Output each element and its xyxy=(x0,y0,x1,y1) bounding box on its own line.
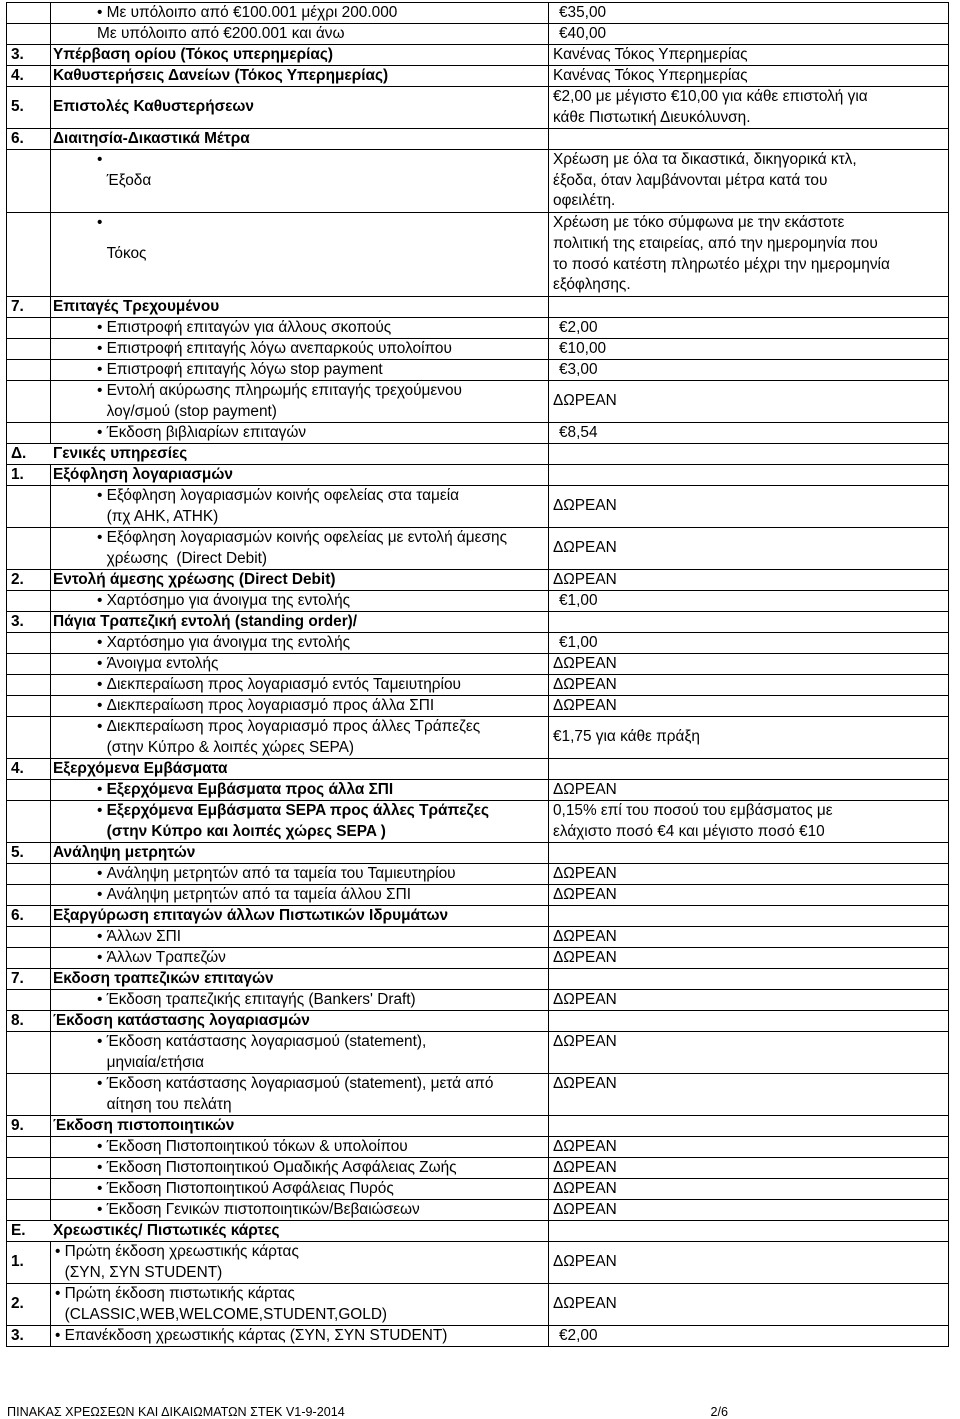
table-row xyxy=(6,1073,949,1115)
row-label: Έξοδα xyxy=(106,171,152,189)
bullet-icon: • xyxy=(97,340,107,357)
row-number: 1. xyxy=(7,465,51,485)
row-number xyxy=(7,927,51,947)
row-value xyxy=(549,129,949,149)
row-label-cell xyxy=(51,633,549,653)
row-value: €10,00 xyxy=(549,339,949,359)
table-row xyxy=(6,359,949,380)
table-row xyxy=(6,1325,949,1347)
row-label: Εξόφληση λογαριασμών xyxy=(53,465,233,483)
row-value: €1,75 για κάθε πράξη xyxy=(549,717,949,758)
row-label: Χαρτόσημο για άνοιγμα της εντολής xyxy=(106,633,351,651)
table-row xyxy=(6,800,949,842)
row-label-cell xyxy=(51,696,549,716)
row-label-cell xyxy=(51,528,549,569)
row-label: Καθυστερήσεις Δανείων (Τόκος Υπερημερίας) xyxy=(53,66,389,84)
row-label-cell xyxy=(51,1032,549,1073)
row-label-cell xyxy=(51,297,549,317)
row-label: Έκδοση Γενικών πιστοποιητικών/Βεβαιώσεων xyxy=(106,1200,420,1218)
row-number xyxy=(7,213,51,296)
row-label: Έκδοση Πιστοποιητικού Ασφάλειας Πυρός xyxy=(106,1179,394,1197)
bullet-icon: • xyxy=(97,1075,107,1092)
row-label: Εξόφληση λογαριασμών κοινής οφελείας στα ταμεία (πχ ΑΗΚ, ΑΤΗΚ) xyxy=(106,486,460,525)
row-label-cell xyxy=(51,1011,549,1031)
table-row xyxy=(6,947,949,968)
row-value: ΔΩΡΕΑΝ xyxy=(549,780,949,800)
row-number xyxy=(7,696,51,716)
table-row xyxy=(6,1115,949,1136)
table-row xyxy=(6,422,949,443)
row-value: ΔΩΡΕΑΝ xyxy=(549,990,949,1010)
row-label-cell xyxy=(51,843,549,863)
page-footer xyxy=(7,1405,950,1419)
table-row xyxy=(6,1010,949,1031)
row-label: Επιστροφή επιταγής λόγω stop payment xyxy=(106,360,383,378)
row-value: €3,00 xyxy=(549,360,949,380)
row-label-cell xyxy=(51,570,549,590)
row-label-cell xyxy=(51,360,549,380)
row-label: Πρώτη έκδοση χρεωστικής κάρτας (ΣΥΝ, ΣΥΝ STUDENT) xyxy=(64,1242,299,1281)
row-number: 3. xyxy=(7,612,51,632)
row-label: Έκδοση πιστοποιητικών xyxy=(53,1116,235,1134)
bullet-icon: • xyxy=(97,529,107,546)
row-value: €8,54 xyxy=(549,423,949,443)
row-value xyxy=(549,906,949,926)
table-row xyxy=(6,590,949,611)
row-value: ΔΩΡΕΑΝ xyxy=(549,1284,949,1325)
row-value: €2,00 xyxy=(549,1326,949,1346)
table-row xyxy=(6,296,949,317)
row-label: Εντολή άμεσης χρέωσης (Direct Debit) xyxy=(53,570,336,588)
bullet-icon: • xyxy=(55,1285,65,1302)
table-row xyxy=(6,44,949,65)
row-label-cell xyxy=(51,612,549,632)
row-label-cell xyxy=(51,759,549,779)
bullet-icon: • xyxy=(97,718,107,735)
row-label: Ανάληψη μετρητών από τα ταμεία του Ταμιευτηρίου xyxy=(106,864,456,882)
bullet-icon: • xyxy=(55,1243,65,1260)
row-label-cell xyxy=(51,969,549,989)
row-label: Έκδοση βιβλιαρίων επιταγών xyxy=(106,423,307,441)
row-value: ΔΩΡΕΑΝ xyxy=(549,1032,949,1073)
page-number: 2/6 xyxy=(710,1405,728,1419)
row-number xyxy=(7,1032,51,1073)
row-number: 5. xyxy=(7,843,51,863)
row-value: ΔΩΡΕΑΝ xyxy=(549,1179,949,1199)
row-value: ΔΩΡΕΑΝ xyxy=(549,1074,949,1115)
row-number xyxy=(7,1137,51,1157)
bullet-icon: • xyxy=(97,1033,107,1050)
row-value: ΔΩΡΕΑΝ xyxy=(549,381,949,422)
row-label-cell xyxy=(51,864,549,884)
row-label-cell xyxy=(51,906,549,926)
table-row xyxy=(6,1220,949,1241)
table-row xyxy=(6,23,949,44)
row-label-cell xyxy=(51,1326,549,1346)
row-label-cell xyxy=(51,66,549,86)
row-label-cell xyxy=(51,1221,549,1241)
row-value: ΔΩΡΕΑΝ xyxy=(549,486,949,527)
row-label: Γενικές υπηρεσίες xyxy=(53,444,188,462)
row-label-cell xyxy=(51,318,549,338)
row-label: Επανέκδοση χρεωστικής κάρτας (ΣΥΝ, ΣΥΝ STUDENT) xyxy=(64,1326,448,1344)
row-label: Πάγια Τραπεζική εντολή (standing order)/ xyxy=(53,612,358,630)
row-value xyxy=(549,1221,949,1241)
fees-table xyxy=(6,2,949,1347)
row-number xyxy=(7,318,51,338)
row-value: ΔΩΡΕΑΝ xyxy=(549,528,949,569)
row-label: Εξερχόμενα Εμβάσματα SEPA προς άλλες Τράπεζες (στην Κύπρο και λοιπές χώρες SEPA ) xyxy=(106,801,489,840)
row-number xyxy=(7,3,51,23)
row-label-cell xyxy=(51,1137,549,1157)
row-number xyxy=(7,1179,51,1199)
row-label-cell xyxy=(51,339,549,359)
row-label-cell xyxy=(51,486,549,527)
row-value xyxy=(549,465,949,485)
row-value: ΔΩΡΕΑΝ xyxy=(549,1158,949,1178)
table-row xyxy=(6,1178,949,1199)
row-label-cell xyxy=(51,1242,549,1283)
bullet-icon: • xyxy=(97,4,107,21)
row-number xyxy=(7,675,51,695)
bullet-icon: • xyxy=(97,928,107,945)
row-number: 7. xyxy=(7,969,51,989)
table-row xyxy=(6,527,949,569)
row-number: Δ. xyxy=(11,444,27,462)
row-value: ΔΩΡΕΑΝ xyxy=(549,864,949,884)
row-number: 8. xyxy=(7,1011,51,1031)
row-label: Έκδοση Πιστοποιητικού τόκων & υπολοίπου xyxy=(106,1137,408,1155)
row-label: Άνοιγμα εντολής xyxy=(106,654,219,672)
row-label: Εξερχόμενα Εμβάσματα προς άλλα ΣΠΙ xyxy=(106,780,394,798)
row-label-cell xyxy=(51,717,549,758)
row-number xyxy=(7,864,51,884)
bullet-icon: • xyxy=(97,865,107,882)
row-number xyxy=(7,801,51,842)
row-number xyxy=(7,1158,51,1178)
row-value xyxy=(549,759,949,779)
row-value: ΔΩΡΕΑΝ xyxy=(549,927,949,947)
row-number: 6. xyxy=(7,906,51,926)
row-value xyxy=(549,969,949,989)
bullet-icon: • xyxy=(97,487,107,504)
table-row xyxy=(6,2,949,23)
row-value xyxy=(549,297,949,317)
bullet-icon: • xyxy=(97,634,107,651)
table-row xyxy=(6,884,949,905)
row-label: Έκδοση κατάστασης λογαριασμών xyxy=(53,1011,310,1029)
row-number xyxy=(7,780,51,800)
row-label-cell xyxy=(51,213,549,296)
row-number xyxy=(7,633,51,653)
row-number xyxy=(7,990,51,1010)
table-row xyxy=(6,779,949,800)
table-row xyxy=(6,863,949,884)
row-value: €2,00 με μέγιστο €10,00 για κάθε επιστολή για κάθε Πιστωτική Διευκόλυνση. xyxy=(549,87,949,128)
row-value: €1,00 xyxy=(549,591,949,611)
bullet-icon: • xyxy=(97,151,107,168)
table-row xyxy=(6,317,949,338)
row-label-cell xyxy=(51,150,549,212)
row-label: Επιστροφή επιταγής λόγω ανεπαρκούς υπολοίπου xyxy=(106,339,452,357)
row-label: Επιστολές Καθυστερήσεων xyxy=(53,98,254,116)
bullet-icon: • xyxy=(55,1327,65,1344)
table-row xyxy=(6,212,949,296)
row-label: Πρώτη έκδοση πιστωτικής κάρτας (CLASSIC,WEB,WELCOME,STUDENT,GOLD) xyxy=(64,1284,388,1323)
bullet-icon: • xyxy=(97,424,107,441)
row-label: Χρεωστικές/ Πιστωτικές κάρτες xyxy=(53,1221,280,1239)
row-label-cell xyxy=(51,801,549,842)
row-label-cell xyxy=(51,1200,549,1220)
row-value: ΔΩΡΕΑΝ xyxy=(549,675,949,695)
row-number xyxy=(7,528,51,569)
row-label-cell xyxy=(51,1179,549,1199)
bullet-icon: • xyxy=(97,361,107,378)
row-value: ΔΩΡΕΑΝ xyxy=(549,570,949,590)
footer-title: ΠΙΝΑΚΑΣ ΧΡΕΩΣΕΩΝ ΚΑΙ ΔΙΚΑΙΩΜΑΤΩΝ ΣΤΕΚ V1-9-2014 xyxy=(7,1405,345,1419)
row-value: Χρέωση με τόκο σύμφωνα με την εκάστοτε πολιτική της εταιρείας, από την ημερομηνία που το ποσό κατέστη πληρωτέο μέχρι την ημερομηνία εξόφλησης. xyxy=(549,213,949,296)
table-row xyxy=(6,485,949,527)
bullet-icon: • xyxy=(97,319,107,336)
row-number: 5. xyxy=(7,87,51,128)
row-label: Εξαργύρωση επιταγών άλλων Πιστωτικών Ιδρυμάτων xyxy=(53,906,448,924)
row-value: ΔΩΡΕΑΝ xyxy=(549,1200,949,1220)
bullet-icon: • xyxy=(97,886,107,903)
row-label: Τόκος xyxy=(106,245,147,263)
row-label-cell xyxy=(51,1158,549,1178)
row-number xyxy=(7,339,51,359)
bullet-icon: • xyxy=(97,1138,107,1155)
bullet-icon: • xyxy=(97,382,107,399)
table-row xyxy=(6,968,949,989)
row-number xyxy=(7,1074,51,1115)
row-label-cell xyxy=(51,780,549,800)
row-number xyxy=(7,654,51,674)
table-row xyxy=(6,380,949,422)
table-row xyxy=(6,128,949,149)
row-number xyxy=(7,360,51,380)
row-label: Έκδοση τραπεζικής επιταγής (Bankers' Draft) xyxy=(106,990,416,1008)
bullet-icon: • xyxy=(97,655,107,672)
row-label: Εξόφληση λογαριασμών κοινής οφελείας με εντολή άμεσης χρέωσης (Direct Debit) xyxy=(106,528,508,567)
row-value xyxy=(549,1011,949,1031)
row-number: 2. xyxy=(7,570,51,590)
row-value xyxy=(549,1116,949,1136)
row-label-cell xyxy=(51,990,549,1010)
row-number: 3. xyxy=(7,45,51,65)
row-label: Χαρτόσημο για άνοιγμα της εντολής xyxy=(106,591,351,609)
row-label: Επιταγές Τρεχουμένου xyxy=(53,297,220,315)
table-row xyxy=(6,1157,949,1178)
row-label-cell xyxy=(51,24,549,44)
row-label: Επιστροφή επιταγών για άλλους σκοπούς xyxy=(106,318,392,336)
bullet-icon: • xyxy=(97,781,107,798)
row-number: Ε. xyxy=(11,1221,26,1239)
row-label: Διεκπεραίωση προς λογαριασμό προς άλλα ΣΠΙ xyxy=(106,696,435,714)
row-number: 7. xyxy=(7,297,51,317)
bullet-icon: • xyxy=(97,592,107,609)
row-number xyxy=(7,591,51,611)
row-number xyxy=(7,1200,51,1220)
row-label-cell xyxy=(51,129,549,149)
row-label-cell xyxy=(51,654,549,674)
table-row xyxy=(6,905,949,926)
bullet-icon: • xyxy=(97,991,107,1008)
table-row xyxy=(6,1283,949,1325)
row-label: Έκδοση κατάστασης λογαριασμού (statement), μετά από αίτηση του πελάτη xyxy=(106,1074,494,1113)
table-row xyxy=(6,464,949,485)
row-number: 9. xyxy=(7,1116,51,1136)
row-number xyxy=(7,948,51,968)
table-row xyxy=(6,1241,949,1283)
row-label-cell xyxy=(51,444,549,464)
table-row xyxy=(6,758,949,779)
row-value xyxy=(549,612,949,632)
bullet-icon: • xyxy=(97,949,107,966)
row-value: ΔΩΡΕΑΝ xyxy=(549,948,949,968)
row-number: 6. xyxy=(7,129,51,149)
table-row xyxy=(6,86,949,128)
table-row xyxy=(6,695,949,716)
bullet-icon: • xyxy=(97,802,107,819)
row-value: ΔΩΡΕΑΝ xyxy=(549,1242,949,1283)
row-value: Κανένας Τόκος Υπερημερίας xyxy=(549,45,949,65)
row-label: Υπέρβαση ορίου (Τόκος υπερημερίας) xyxy=(53,45,334,63)
row-label: Ανάληψη μετρητών xyxy=(53,843,196,861)
row-value: ΔΩΡΕΑΝ xyxy=(549,885,949,905)
table-row xyxy=(6,674,949,695)
table-row xyxy=(6,716,949,758)
row-value xyxy=(549,843,949,863)
row-number: 4. xyxy=(7,759,51,779)
table-row xyxy=(6,149,949,212)
row-label-cell xyxy=(51,45,549,65)
row-label-cell xyxy=(51,675,549,695)
table-row xyxy=(6,1031,949,1073)
bullet-icon: • xyxy=(97,697,107,714)
row-label-cell xyxy=(51,927,549,947)
row-label-cell xyxy=(51,885,549,905)
row-label: Άλλων ΣΠΙ xyxy=(106,927,181,945)
bullet-icon: • xyxy=(97,1180,107,1197)
table-row xyxy=(6,611,949,632)
table-row xyxy=(6,443,949,464)
table-row xyxy=(6,842,949,863)
row-label-cell xyxy=(51,87,549,128)
row-value: €40,00 xyxy=(549,24,949,44)
row-number xyxy=(7,150,51,212)
bullet-icon: • xyxy=(97,1201,107,1218)
table-row xyxy=(6,569,949,590)
row-number: 1. xyxy=(7,1242,51,1283)
row-label: Με υπόλοιπο από €200.001 και άνω xyxy=(97,24,345,42)
row-number xyxy=(7,423,51,443)
bullet-icon: • xyxy=(97,214,107,231)
row-number xyxy=(7,486,51,527)
row-label: Διεκπεραίωση προς λογαριασμό προς άλλες Τράπεζες (στην Κύπρο & λοιπές χώρες SEPA) xyxy=(106,717,481,756)
row-label-cell xyxy=(51,948,549,968)
row-label: Διαιτησία-Δικαστικά Μέτρα xyxy=(53,129,250,147)
row-label: Διεκπεραίωση προς λογαριασμό εντός Ταμειυτηρίου xyxy=(106,675,461,693)
row-value xyxy=(549,444,949,464)
row-label: Έκδοση κατάστασης λογαριασμού (statement), μηνιαία/ετήσια xyxy=(106,1032,427,1071)
table-row xyxy=(6,65,949,86)
table-row xyxy=(6,989,949,1010)
row-label: Άλλων Τραπεζών xyxy=(106,948,226,966)
row-number: 3. xyxy=(7,1326,51,1346)
row-value: ΔΩΡΕΑΝ xyxy=(549,696,949,716)
table-row xyxy=(6,632,949,653)
table-row xyxy=(6,926,949,947)
bullet-icon: • xyxy=(97,676,107,693)
row-label: Εντολή ακύρωσης πληρωμής επιταγής τρεχούμενου λογ/σμού (stop payment) xyxy=(106,381,462,420)
table-row xyxy=(6,653,949,674)
row-value: ΔΩΡΕΑΝ xyxy=(549,1137,949,1157)
row-label-cell xyxy=(51,423,549,443)
row-value: €35,00 xyxy=(549,3,949,23)
row-label-cell xyxy=(51,1074,549,1115)
row-label-cell xyxy=(51,1284,549,1325)
row-label: Ανάληψη μετρητών από τα ταμεία άλλου ΣΠΙ xyxy=(106,885,411,903)
row-label-cell xyxy=(51,3,549,23)
row-number xyxy=(7,381,51,422)
row-label-cell xyxy=(51,465,549,485)
row-number xyxy=(7,717,51,758)
row-label-cell xyxy=(51,591,549,611)
row-label: Εξερχόμενα Εμβάσματα xyxy=(53,759,228,777)
row-number: 4. xyxy=(7,66,51,86)
bullet-icon: • xyxy=(97,1159,107,1176)
row-value: €1,00 xyxy=(549,633,949,653)
row-label: Με υπόλοιπο από €100.001 μέχρι 200.000 xyxy=(106,3,398,21)
row-value: Κανένας Τόκος Υπερημερίας xyxy=(549,66,949,86)
table-row xyxy=(6,1136,949,1157)
table-row xyxy=(6,338,949,359)
table-row xyxy=(6,1199,949,1220)
row-label-cell xyxy=(51,381,549,422)
row-value: ΔΩΡΕΑΝ xyxy=(549,654,949,674)
row-label: Έκδοση Πιστοποιητικού Ομαδικής Ασφάλειας Ζωής xyxy=(106,1158,457,1176)
row-value: Χρέωση με όλα τα δικαστικά, δικηγορικά κτλ, έξοδα, όταν λαμβάνονται μέτρα κατά του οφειλέτη. xyxy=(549,150,949,212)
row-value: 0,15% επί του ποσού του εμβάσματος με ελάχιστο ποσό €4 και μέγιστο ποσό €10 xyxy=(549,801,949,842)
row-number xyxy=(7,885,51,905)
row-label-cell xyxy=(51,1116,549,1136)
row-value: €2,00 xyxy=(549,318,949,338)
row-number xyxy=(7,24,51,44)
row-number: 2. xyxy=(7,1284,51,1325)
row-label: Εκδοση τραπεζικών επιταγών xyxy=(53,969,274,987)
